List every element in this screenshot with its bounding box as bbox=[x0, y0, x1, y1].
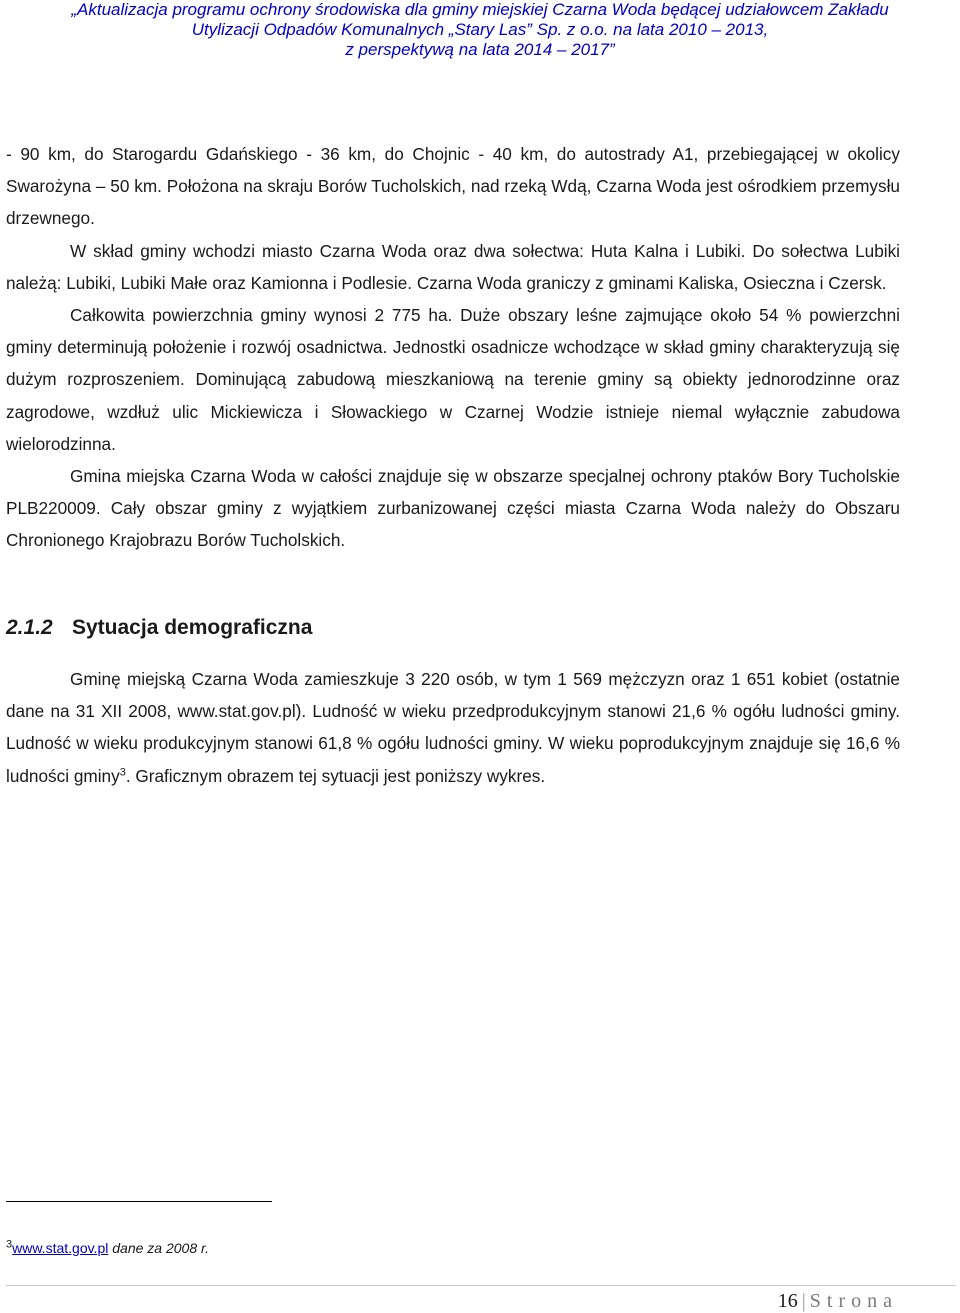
paragraph-location: - 90 km, do Starogardu Gdańskiego - 36 km, do Chojnic - 40 km, do autostrady A1, przebiegającej w okolicy Swarożyna – 50 km. Położona na skraju Borów Tucholskich, nad rzeką Wdą, Czarna Woda jest ośrodkiem przemysłu drzewnego. bbox=[6, 144, 900, 229]
footnote-reference: 3 bbox=[119, 765, 126, 778]
paragraph-demographics bbox=[6, 663, 900, 792]
page-number: 16 bbox=[777, 1290, 798, 1312]
footnote-text: dane za 2008 r. bbox=[108, 1240, 210, 1256]
footnote-divider bbox=[6, 1201, 272, 1202]
header-line-3: z perspektywą na lata 2014 – 2017” bbox=[345, 40, 615, 59]
footnote-mark: 3 bbox=[6, 1238, 13, 1251]
paragraph-protection: Gmina miejska Czarna Woda w całości znajduje się w obszarze specjalnej ochrony ptaków Bory Tucholskie PLB220009. Cały obszar gminy z wyjątkiem zurbanizowanej części miasta Czarna Woda należy do Obszaru Chronionego Krajobrazu Borów Tucholskich. bbox=[6, 466, 900, 551]
demographics-text-end: . Graficznym obrazem tej sytuacji jest poniższy wykres. bbox=[125, 765, 546, 786]
header-line-2: Utylizacji Odpadów Komunalnych „Stary Las” Sp. z o.o. na lata 2010 – 2013, bbox=[191, 20, 769, 39]
footer-divider bbox=[6, 1285, 956, 1286]
section-1-body bbox=[6, 138, 900, 557]
section-title: Sytuacja demograficzna bbox=[72, 616, 313, 639]
paragraph-area: Całkowita powierzchnia gminy wynosi 2 775 ha. Duże obszary leśne zajmujące około 54 % powierzchni gminy determinują położenie i rozwój osadnictwa. Jednostki osadnicze wchodzące w skład gminy charakteryzują się dużym rozproszeniem. Dominującą zabudową mieszkaniową na terenie gminy są obiekty jednorodzinne oraz zagrodowe, wzdłuż ulic Mickiewicza i Słowackiego w Czarnej Wodzie istnieje niemal wyłącznie zabudowa wielorodzinna. bbox=[6, 305, 900, 454]
footer-label: Strona bbox=[809, 1290, 898, 1312]
footer-separator: | bbox=[801, 1290, 806, 1312]
section-number: 2.1.2 bbox=[6, 616, 53, 639]
section-heading bbox=[6, 616, 312, 640]
demographics-text: Gminę miejską Czarna Woda zamieszkuje 3 220 osób, w tym 1 569 mężczyzn oraz 1 651 kobiet (ostatnie dane na 31 XII 2008, www.stat.gov.pl). Ludność w wieku przedprodukcyjnym stanowi 21,6 % ogółu ludności gminy. Ludność w wieku produkcyjnym stanowi 61,8 % ogółu ludności gminy. W wieku poprodukcyjnym znajduje się 16,6 % ludności gminy bbox=[6, 669, 900, 786]
footnote-link[interactable]: www.stat.gov.pl bbox=[12, 1240, 109, 1256]
paragraph-composition: W skład gminy wchodzi miasto Czarna Woda oraz dwa sołectwa: Huta Kalna i Lubiki. Do sołectwa Lubiki należą: Lubiki, Lubiki Małe oraz Kamionna i Podlesie. Czarna Woda graniczy z gminami Kaliska, Osieczna i Czersk. bbox=[6, 240, 900, 293]
footnote bbox=[6, 1240, 209, 1256]
document-header bbox=[0, 0, 960, 60]
section-2-body bbox=[6, 663, 900, 792]
header-line-1: „Aktualizacja programu ochrony środowiska dla gminy miejskiej Czarna Woda będącej udziałowcem Zakładu bbox=[71, 0, 889, 19]
